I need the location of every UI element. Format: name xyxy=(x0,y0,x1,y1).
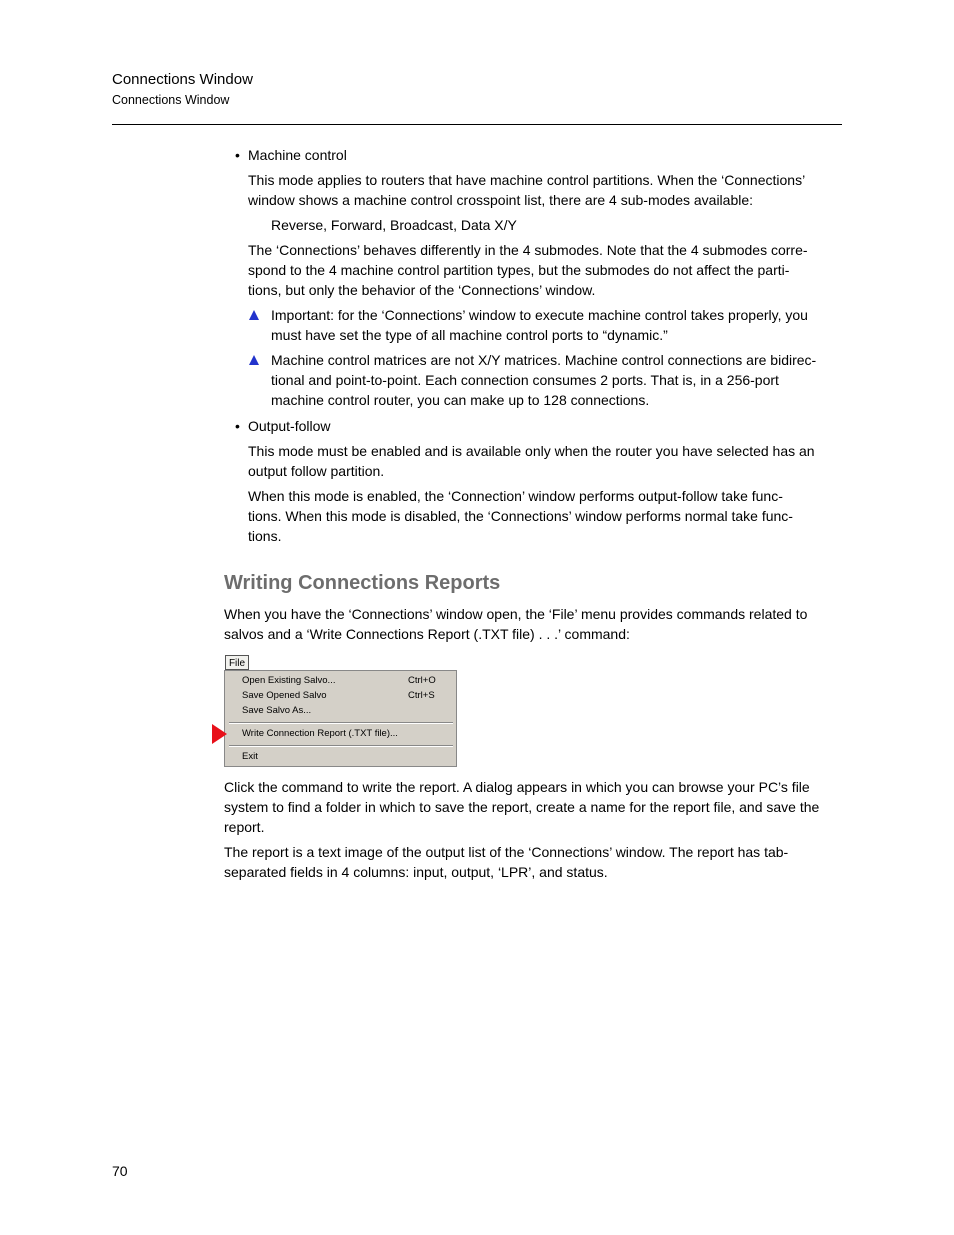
header-rule xyxy=(112,124,842,125)
page-number: 70 xyxy=(112,1163,128,1179)
menu-item-save-salvo[interactable]: Save Opened Salvo xyxy=(242,690,327,701)
text-line: salvos and a ‘Write Connections Report (.TXT file) . . .’ command: xyxy=(224,626,630,642)
text-line: The report is a text image of the output list of the ‘Connections’ window. The report has tab- xyxy=(224,844,789,860)
text-line: When you have the ‘Connections’ window open, the ‘File’ menu provides commands related to xyxy=(224,606,808,622)
submodes-list: Reverse, Forward, Broadcast, Data X/Y xyxy=(271,217,517,233)
text-line: spond to the 4 machine control partition types, but the submodes do not affect the parti- xyxy=(248,262,790,278)
text-line: separated fields in 4 columns: input, output, ‘LPR’, and status. xyxy=(224,864,608,880)
text-line: This mode must be enabled and is available only when the router you have selected has an xyxy=(248,443,815,459)
text-line: system to find a folder in which to save the report, create a name for the report file, and save the xyxy=(224,799,820,815)
matrix-note xyxy=(271,350,816,410)
text-line: Machine control matrices are not X/Y matrices. Machine control connections are bidirec- xyxy=(271,352,817,368)
note-triangle-icon xyxy=(249,310,259,320)
text-line: tions. xyxy=(248,528,282,544)
note-triangle-icon xyxy=(249,355,259,365)
text-line: tional and point-to-point. Each connection consumes 2 ports. That is, in a 256-port xyxy=(271,372,779,388)
text-line: window shows a machine control crosspoint list, there are 4 sub-modes available: xyxy=(248,192,754,208)
text-line: The ‘Connections’ behaves differently in the 4 submodes. Note that the 4 submodes corre- xyxy=(248,242,808,258)
file-menu-dropdown xyxy=(224,670,457,767)
menu-separator xyxy=(229,745,453,747)
text-line: machine control router, you can make up to 128 connections. xyxy=(271,392,650,408)
menu-shortcut: Ctrl+O xyxy=(408,675,436,686)
menu-item-exit[interactable]: Exit xyxy=(242,751,258,762)
menu-item-write-connection-report[interactable]: Write Connection Report (.TXT file)... xyxy=(242,728,398,739)
text-line: tions, but only the behavior of the ‘Connections’ window. xyxy=(248,282,596,298)
menu-shortcut: Ctrl+S xyxy=(408,690,435,701)
writing-intro xyxy=(224,604,807,644)
text-line: output follow partition. xyxy=(248,463,385,479)
text-line: Important: for the ‘Connections’ window to execute machine control takes properly, you xyxy=(271,307,808,323)
output-follow-paragraph xyxy=(248,441,815,481)
running-header-section: Connections Window xyxy=(112,93,230,107)
running-header-chapter: Connections Window xyxy=(112,71,253,88)
pointer-arrow-icon xyxy=(212,724,227,744)
text-line: must have set the type of all machine control ports to “dynamic.” xyxy=(271,327,668,343)
important-note xyxy=(271,305,808,345)
text-line: This mode applies to routers that have machine control partitions. When the ‘Connections’ xyxy=(248,172,806,188)
text-line: When this mode is enabled, the ‘Connection’ window performs output-follow take func- xyxy=(248,488,783,504)
submodes-paragraph xyxy=(248,240,808,300)
file-menu-tab[interactable]: File xyxy=(225,655,249,670)
section-heading: Writing Connections Reports xyxy=(224,572,501,594)
menu-item-open-salvo[interactable]: Open Existing Salvo... xyxy=(242,675,336,686)
click-command-paragraph xyxy=(224,777,819,837)
file-menu-screenshot xyxy=(224,654,458,768)
machine-control-paragraph xyxy=(248,170,805,210)
report-description-paragraph xyxy=(224,842,788,882)
text-line: report. xyxy=(224,819,265,835)
menu-separator xyxy=(229,722,453,724)
text-line: tions. When this mode is disabled, the ‘Connections’ window performs normal take func- xyxy=(248,508,793,524)
output-follow-title: Output-follow xyxy=(248,418,331,434)
bullet-marker: • xyxy=(235,147,240,163)
output-follow-enabled-paragraph xyxy=(248,486,793,546)
text-line: Click the command to write the report. A dialog appears in which you can browse your PC’s file xyxy=(224,779,810,795)
menu-item-save-salvo-as[interactable]: Save Salvo As... xyxy=(242,705,312,716)
machine-control-title: Machine control xyxy=(248,147,347,163)
bullet-marker: • xyxy=(235,418,240,434)
